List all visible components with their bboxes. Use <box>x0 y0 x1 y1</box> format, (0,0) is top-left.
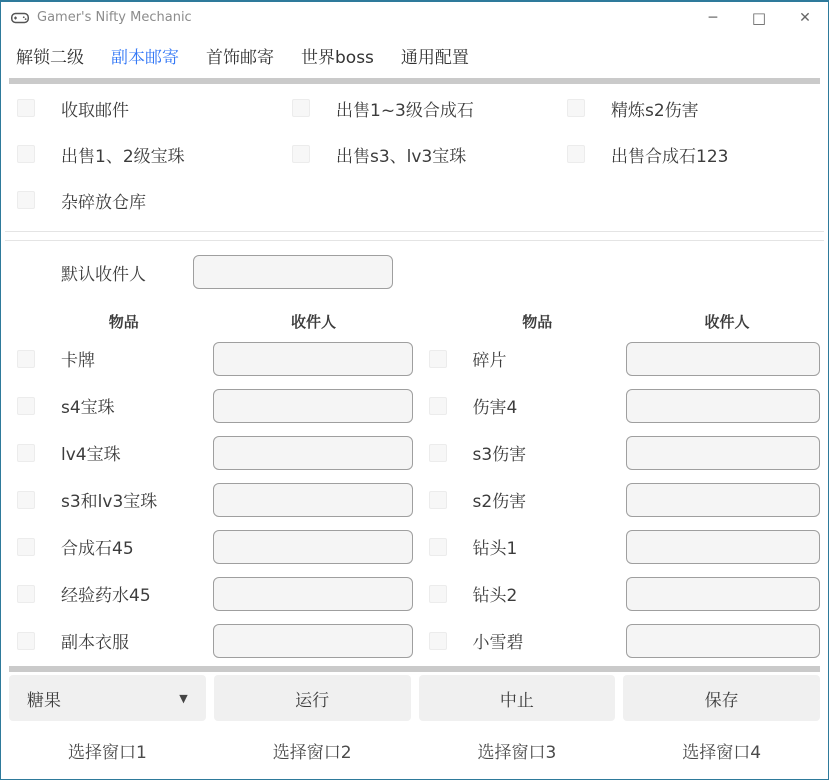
exp-potion-45-checkbox[interactable] <box>17 585 35 603</box>
fragment-recipient-input[interactable] <box>626 342 820 376</box>
option-label: 出售1、2级宝珠 <box>61 146 185 167</box>
mail-row-s2-damage <box>415 476 829 523</box>
mail-header-left <box>1 307 415 335</box>
mail-column-left <box>1 307 415 666</box>
option-label: 出售s3、lv3宝珠 <box>336 146 467 167</box>
tab-unlock-level2[interactable]: 解锁二级 <box>16 48 84 68</box>
item-label: s2伤害 <box>472 492 527 512</box>
select-window1-label[interactable]: 选择窗口1 <box>67 742 147 763</box>
lv4-gem-recipient-input[interactable] <box>213 436 413 470</box>
junk-to-warehouse-checkbox[interactable] <box>17 191 35 209</box>
footer-captions <box>9 721 820 779</box>
option-refine-s2-damage <box>551 85 828 131</box>
mail-row-s3-lv3-gem <box>1 476 415 523</box>
lv4-gem-checkbox[interactable] <box>17 444 35 462</box>
card-checkbox[interactable] <box>17 350 35 368</box>
item-label: s3伤害 <box>472 445 527 465</box>
damage4-recipient-input[interactable] <box>626 389 820 423</box>
mail-row-s3-damage <box>415 429 829 476</box>
option-sell-synth-stone-1-3 <box>276 85 551 131</box>
synth-stone-45-recipient-input[interactable] <box>213 530 413 564</box>
option-junk-to-warehouse <box>1 177 276 223</box>
mail-row-drill1 <box>415 523 829 570</box>
sell-s3-lv3-gem-checkbox[interactable] <box>292 145 310 163</box>
mail-row-little-sprite <box>415 617 829 664</box>
item-label: 钻头2 <box>472 586 518 606</box>
damage4-checkbox[interactable] <box>429 397 447 415</box>
s4-gem-recipient-input[interactable] <box>213 389 413 423</box>
mail-row-exp-potion-45 <box>1 570 415 617</box>
mail-row-lv4-gem <box>1 429 415 476</box>
s3-damage-checkbox[interactable] <box>429 444 447 462</box>
dungeon-clothes-checkbox[interactable] <box>17 632 35 650</box>
item-label: 碎片 <box>472 351 507 371</box>
chevron-down-icon: ▼ <box>179 691 188 705</box>
item-label: 副本衣服 <box>61 633 129 653</box>
mail-row-card <box>1 335 415 382</box>
tab-jewelry-mail[interactable]: 首饰邮寄 <box>206 48 274 68</box>
sell-synth-stone-123-checkbox[interactable] <box>567 145 585 163</box>
s2-damage-checkbox[interactable] <box>429 491 447 509</box>
drill2-checkbox[interactable] <box>429 585 447 603</box>
item-label: 合成石45 <box>61 539 134 559</box>
minimize-button[interactable]: ─ <box>708 9 718 26</box>
tab-dungeon-mail[interactable]: 副本邮寄 <box>111 48 179 68</box>
item-column-header: 物品 <box>108 312 139 331</box>
s3-lv3-gem-recipient-input[interactable] <box>213 483 413 517</box>
footer-divider <box>9 666 820 672</box>
option-label: 收取邮件 <box>61 100 129 121</box>
default-recipient-row <box>1 241 828 297</box>
option-label: 精炼s2伤害 <box>611 100 699 121</box>
option-label: 杂碎放仓库 <box>61 192 146 213</box>
tab-bar <box>1 33 828 78</box>
mail-row-s4-gem <box>1 382 415 429</box>
option-collect-mail <box>1 85 276 131</box>
recipient-column-header: 收件人 <box>704 312 750 331</box>
footer-controls <box>9 675 820 721</box>
item-label: lv4宝珠 <box>61 445 121 465</box>
s2-damage-recipient-input[interactable] <box>626 483 820 517</box>
mail-header-right <box>415 307 829 335</box>
item-label: 小雪碧 <box>472 633 524 653</box>
item-column-header: 物品 <box>522 312 553 331</box>
stop-button[interactable]: 中止 <box>419 675 616 721</box>
dungeon-clothes-recipient-input[interactable] <box>213 624 413 658</box>
mail-row-fragment <box>415 335 829 382</box>
option-sell-s3-lv3-gem <box>276 131 551 177</box>
mail-column-right <box>415 307 829 666</box>
synth-stone-45-checkbox[interactable] <box>17 538 35 556</box>
tab-general-config[interactable]: 通用配置 <box>400 48 469 68</box>
item-label: 伤害4 <box>472 398 518 418</box>
collect-mail-checkbox[interactable] <box>17 99 35 117</box>
sell-synth-stone-1-3-checkbox[interactable] <box>292 99 310 117</box>
gamepad-app-icon <box>11 11 29 25</box>
options-section <box>1 84 828 223</box>
little-sprite-checkbox[interactable] <box>429 632 447 650</box>
s3-damage-recipient-input[interactable] <box>626 436 820 470</box>
drill1-recipient-input[interactable] <box>626 530 820 564</box>
select-window2-label[interactable]: 选择窗口2 <box>272 742 352 763</box>
title-bar <box>1 2 828 33</box>
option-sell-synth-stone-123 <box>551 131 828 177</box>
window1-select-dropdown[interactable] <box>9 675 206 721</box>
mail-row-dungeon-clothes <box>1 617 415 664</box>
select-window3-label[interactable]: 选择窗口3 <box>477 742 557 763</box>
s4-gem-checkbox[interactable] <box>17 397 35 415</box>
item-label: s3和lv3宝珠 <box>61 492 158 512</box>
item-label: s4宝珠 <box>61 398 115 418</box>
exp-potion-45-recipient-input[interactable] <box>213 577 413 611</box>
mail-section <box>1 297 828 666</box>
item-label: 钻头1 <box>472 539 518 559</box>
select-window4-label[interactable]: 选择窗口4 <box>682 742 762 763</box>
run-button[interactable]: 运行 <box>214 675 411 721</box>
section-divider-zone <box>1 223 828 241</box>
save-button[interactable]: 保存 <box>623 675 820 721</box>
refine-s2-damage-checkbox[interactable] <box>567 99 585 117</box>
card-recipient-input[interactable] <box>213 342 413 376</box>
drill1-checkbox[interactable] <box>429 538 447 556</box>
item-label: 卡牌 <box>61 351 95 371</box>
fragment-checkbox[interactable] <box>429 350 447 368</box>
sell-gem-1-2-checkbox[interactable] <box>17 145 35 163</box>
close-button[interactable]: ✕ <box>799 9 811 26</box>
default-recipient-label: 默认收件人 <box>61 264 146 285</box>
option-label: 出售1~3级合成石 <box>336 100 474 121</box>
option-sell-gem-1-2 <box>1 131 276 177</box>
option-label: 出售合成石123 <box>611 146 729 167</box>
mail-row-damage4 <box>415 382 829 429</box>
mail-row-drill2 <box>415 570 829 617</box>
drill2-recipient-input[interactable] <box>626 577 820 611</box>
s3-lv3-gem-checkbox[interactable] <box>17 491 35 509</box>
window-title: Gamer's Nifty Mechanic <box>37 10 192 25</box>
maximize-button[interactable]: □ <box>751 8 767 27</box>
mail-row-synth-stone-45 <box>1 523 415 570</box>
little-sprite-recipient-input[interactable] <box>626 624 820 658</box>
recipient-column-header: 收件人 <box>290 312 336 331</box>
window1-selected-value: 糖果 <box>27 690 61 711</box>
default-recipient-input[interactable] <box>193 255 393 289</box>
item-label: 经验药水45 <box>61 586 151 606</box>
tab-world-boss[interactable]: 世界boss <box>301 48 374 68</box>
